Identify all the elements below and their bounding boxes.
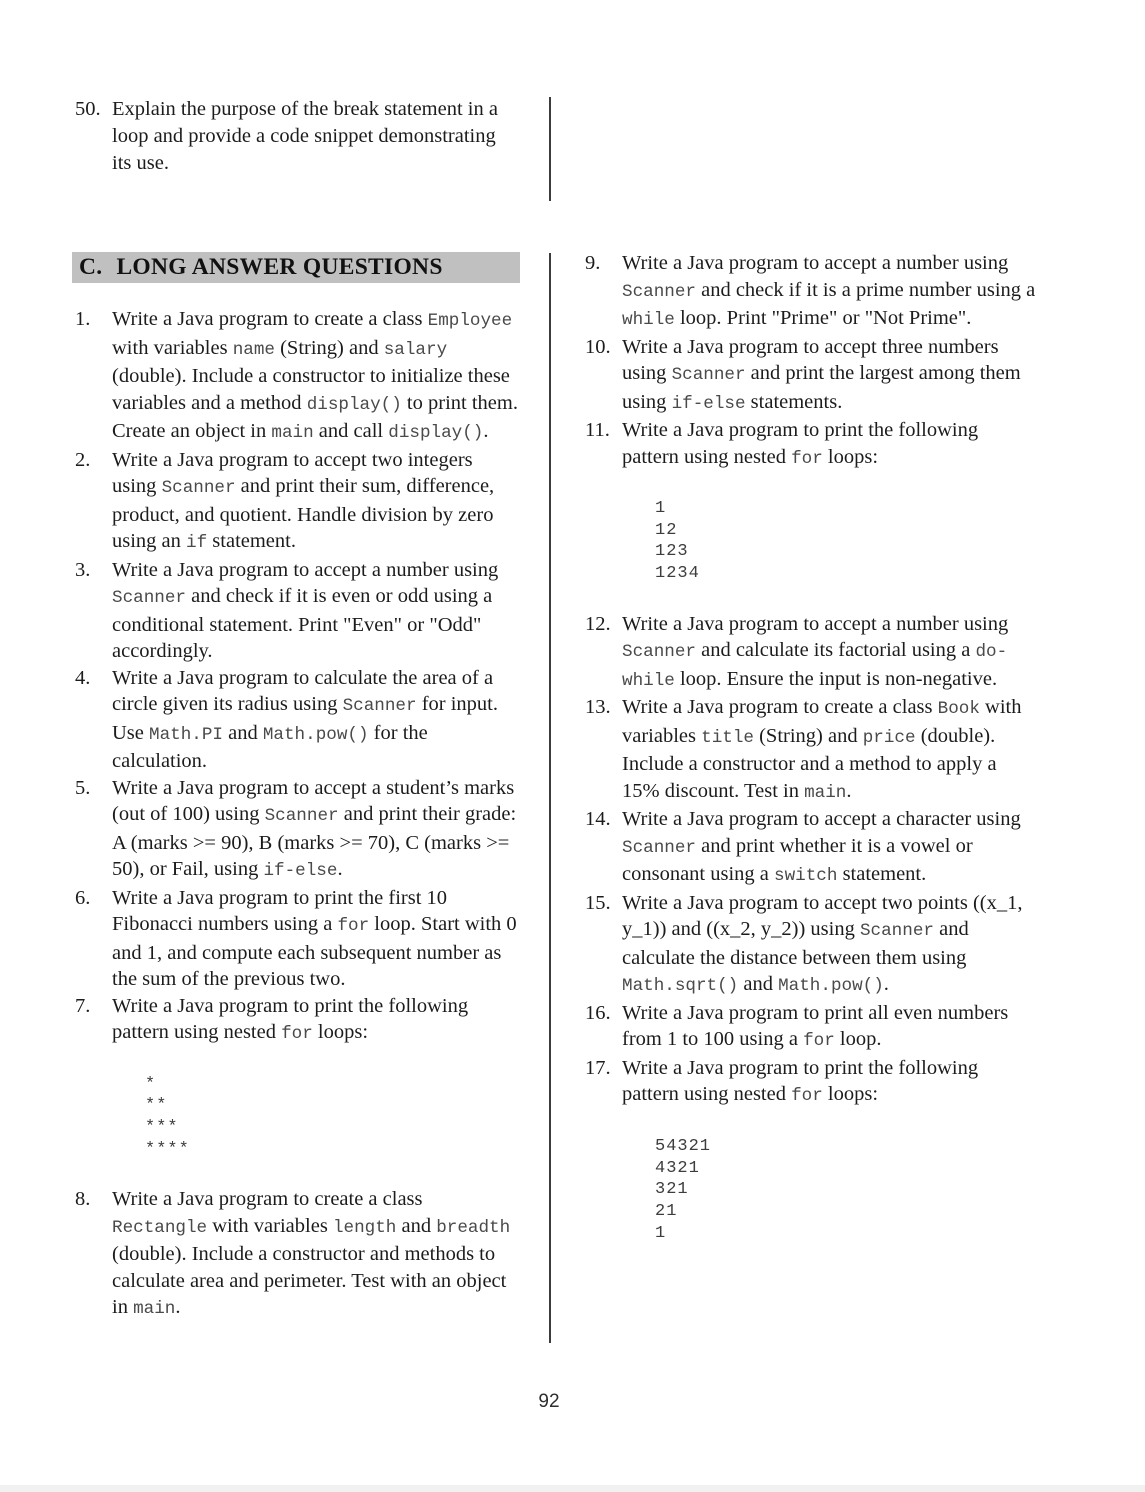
question-item	[75, 993, 521, 1048]
question-text-segment: and print their grade: A (marks >= 90), B (marks >= 70), C (marks >= 50), or Fail, using	[112, 803, 517, 880]
question-text-segment: .	[175, 1296, 181, 1319]
question-text-segment: .	[883, 973, 889, 996]
question-body	[622, 694, 1037, 806]
question-text-segment: statements.	[745, 390, 843, 413]
left-question-column	[75, 306, 521, 1323]
question-number: 10.	[585, 335, 611, 358]
question-text-segment: Write a Java program to accept two points ((x_1, y_1)) and ((x_2, y_2)) using	[622, 891, 1023, 941]
question-text-segment: and print the largest among them using	[622, 362, 1021, 413]
question-text-segment: Explain the purpose of the break statement in a loop and provide a code snippet demonstrating its use.	[112, 98, 498, 174]
question-text-segment: (String) and	[274, 336, 384, 359]
question-body	[112, 447, 521, 557]
question-text-segment: and print whether it is a vowel or consonant using a	[622, 834, 973, 886]
question-body	[112, 306, 521, 447]
inline-code: Scanner	[112, 588, 186, 608]
section-title: LONG ANSWER QUESTIONS	[116, 254, 443, 280]
question-number: 2.	[75, 448, 91, 471]
question-item	[585, 1000, 1037, 1055]
question-text-segment: (double). Include a constructor and methods to calculate area and perimeter. Test with an object in	[112, 1243, 507, 1319]
footer-bar	[0, 1485, 1145, 1492]
section-header	[72, 252, 520, 283]
question-item	[585, 334, 1037, 418]
question-body	[622, 417, 1037, 472]
question-text-segment: loop. Start with 0 and 1, and compute each subsequent number as the sum of the previous two.	[112, 913, 517, 990]
question-text-segment: loop. Ensure the input is non-negative.	[674, 667, 998, 690]
question-body	[112, 665, 521, 775]
question-number: 14.	[585, 808, 611, 831]
question-item	[75, 306, 521, 447]
question-text-segment: Write a Java program to print all even numbers from 1 to 100 using a	[622, 1001, 1009, 1051]
question-text-segment: Write a Java program to create a class	[112, 308, 428, 330]
inline-code: main	[133, 1299, 176, 1320]
code-line: **	[145, 1096, 168, 1116]
inline-code: Math.PI	[149, 724, 223, 745]
inline-code: Scanner	[622, 837, 696, 858]
question-number: 17.	[585, 1056, 611, 1079]
question-item	[585, 806, 1037, 890]
question-number: 4.	[75, 666, 91, 689]
inline-code: Scanner	[264, 806, 339, 826]
question-number: 7.	[75, 994, 91, 1017]
code-line: 54321	[655, 1136, 712, 1156]
question-item	[75, 557, 521, 665]
question-item	[75, 775, 521, 885]
question-item	[75, 1186, 521, 1323]
inline-code: length	[332, 1217, 397, 1238]
page-number: 92	[538, 1391, 560, 1412]
question-text-segment: statement.	[207, 530, 296, 552]
inline-code: Math.pow()	[262, 724, 369, 745]
question-item	[75, 665, 521, 775]
inline-code: for	[337, 916, 370, 936]
question-body	[112, 557, 521, 665]
inline-code: for	[281, 1024, 313, 1044]
question-text-segment: Write a Java program to print the following pattern using nested	[112, 994, 469, 1043]
question-item	[585, 417, 1037, 472]
inline-code: switch	[774, 866, 838, 887]
question-number: 50.	[75, 98, 101, 120]
question-item	[75, 447, 521, 557]
question-text-segment: .	[483, 420, 489, 442]
question-text-segment: Write a Java program to accept two integers using	[112, 448, 473, 497]
question-number: 9.	[585, 252, 601, 274]
inline-code: Scanner	[161, 478, 236, 498]
code-line: 4321	[655, 1158, 700, 1178]
inline-code: Scanner	[671, 365, 746, 385]
inline-code: Book	[937, 699, 980, 720]
question-text-segment: (String) and	[753, 724, 863, 747]
code-line: 123	[655, 542, 689, 562]
question-text-segment: Write a Java program to print the following pattern using nested	[622, 1056, 979, 1106]
question-text-segment: with variables	[622, 696, 1022, 747]
code-pattern	[655, 1136, 1037, 1245]
question-text-segment: for input. Use	[112, 693, 498, 744]
inline-code: Scanner	[342, 696, 417, 716]
question-text-segment: Write a Java program to accept a number using	[112, 558, 499, 581]
question-text-segment: and print their sum, difference, product, and quotient. Handle division by zero using an	[112, 475, 495, 552]
column-divider-main	[549, 253, 551, 1343]
question-text-segment: Write a Java program to accept three numbers using	[622, 335, 999, 384]
right-question-column	[585, 250, 1037, 1270]
question-body	[622, 1000, 1037, 1055]
question-number: 6.	[75, 886, 91, 909]
inline-code: if-else	[263, 861, 338, 881]
question-text-segment: Write a Java program to calculate the area of a circle given its radius using	[112, 666, 494, 715]
question-text-segment: and	[738, 973, 779, 996]
question-number: 16.	[585, 1001, 611, 1024]
question-50	[75, 96, 517, 177]
code-line: 321	[655, 1180, 689, 1200]
question-body	[112, 1186, 521, 1323]
inline-code: display()	[388, 423, 484, 443]
inline-code: while	[622, 310, 675, 330]
question-body	[622, 890, 1037, 1000]
inline-code: Rectangle	[112, 1217, 208, 1238]
inline-code: for	[791, 1086, 823, 1107]
question-body	[622, 806, 1037, 890]
code-line: *	[145, 1074, 157, 1094]
question-number: 15.	[585, 891, 611, 914]
question-number: 1.	[75, 308, 91, 330]
section-letter: C.	[79, 254, 103, 280]
question-text-segment: and	[396, 1214, 437, 1237]
inline-code: if-else	[671, 393, 746, 414]
question-text-segment: Write a Java program to print the first 10 Fibonacci numbers using a	[112, 886, 448, 935]
question-text-segment: with variables	[112, 336, 233, 359]
question-text-segment: loop. Print "Prime" or "Not Prime".	[674, 307, 972, 329]
question-text-segment: Write a Java program to accept a number using	[622, 612, 1009, 635]
question-text-segment: loop.	[834, 1028, 882, 1051]
question-body	[112, 775, 521, 885]
question-text-segment: (double). Include a constructor to initialize these variables and a method	[112, 365, 510, 414]
question-text-segment: Write a Java program to accept a character using	[622, 808, 1021, 831]
question-text-segment: and call	[313, 420, 389, 442]
code-line: 21	[655, 1201, 678, 1221]
question-text-segment: loops:	[312, 1021, 369, 1043]
question-body	[622, 1055, 1037, 1110]
question-body	[622, 611, 1037, 695]
inline-code: Math.pow()	[778, 976, 884, 997]
code-line: 1234	[655, 564, 700, 584]
question-text-segment: and check if it is even or odd using a conditional statement. Print "Even" or "Odd" accordingly.	[112, 585, 493, 662]
question-body	[112, 96, 517, 177]
question-text-segment: Write a Java program to create a class	[622, 696, 938, 719]
question-text-segment: Write a Java program to print the following pattern using nested	[622, 419, 979, 468]
question-text-segment: Write a Java program to accept a student’s marks (out of 100) using	[112, 776, 515, 825]
question-text-segment: loops:	[822, 1083, 879, 1106]
inline-code: price	[862, 727, 916, 748]
inline-code: Scanner	[859, 921, 934, 942]
inline-code: Employee	[427, 311, 513, 331]
question-text-segment: Write a Java program to accept a number using	[622, 252, 1009, 274]
code-pattern	[145, 1074, 521, 1161]
inline-code: main	[271, 423, 314, 443]
question-text-segment: and calculate the distance between them using	[622, 918, 969, 969]
inline-code: Scanner	[622, 642, 696, 663]
inline-code: breadth	[436, 1217, 511, 1238]
question-text-segment: .	[846, 779, 852, 802]
code-pattern	[655, 498, 1037, 585]
code-line: 12	[655, 520, 678, 540]
inline-code: if	[186, 533, 208, 553]
inline-code: Math.sqrt()	[622, 976, 739, 997]
code-line: 1	[655, 1223, 667, 1243]
question-text-segment: for the calculation.	[112, 721, 428, 772]
question-text-segment: .	[337, 858, 343, 880]
question-text-segment: loops:	[822, 445, 879, 468]
inline-code: Scanner	[622, 281, 696, 302]
code-line: ****	[145, 1139, 190, 1159]
question-item	[585, 611, 1037, 695]
question-number: 13.	[585, 696, 611, 719]
question-text-segment: Write a Java program to create a class	[112, 1188, 423, 1211]
inline-code: do-while	[622, 642, 1008, 691]
question-body	[622, 334, 1037, 418]
code-line: 1	[655, 499, 667, 518]
inline-code: main	[804, 782, 847, 803]
code-line: ***	[145, 1117, 179, 1137]
question-number: 8.	[75, 1188, 91, 1211]
column-divider-top	[549, 97, 551, 201]
inline-code: for	[803, 1031, 835, 1052]
question-text-segment: and calculate its factorial using a	[695, 639, 976, 662]
question-item	[75, 885, 521, 993]
inline-code: salary	[383, 339, 448, 360]
inline-code: title	[701, 727, 754, 748]
question-text-segment: (double). Include a constructor and a method to apply a 15% discount. Test in	[622, 724, 997, 802]
question-text-segment: to print them. Create an object in	[112, 391, 518, 442]
question-number: 11.	[585, 419, 610, 441]
inline-code: for	[791, 448, 823, 469]
question-item	[585, 250, 1037, 334]
question-item	[585, 890, 1037, 1000]
question-body	[622, 250, 1037, 334]
question-item	[585, 694, 1037, 806]
question-text-segment: and	[223, 721, 263, 744]
question-text-segment: with variables	[207, 1214, 333, 1237]
inline-code: name	[232, 339, 275, 360]
inline-code: display()	[306, 394, 402, 415]
question-body	[112, 885, 521, 993]
question-number: 12.	[585, 612, 611, 635]
question-number: 3.	[75, 558, 91, 581]
question-body	[112, 993, 521, 1048]
question-text-segment: statement.	[837, 863, 927, 886]
question-number: 5.	[75, 776, 91, 799]
question-text-segment: and check if it is a prime number using a	[695, 278, 1036, 301]
question-item	[585, 1055, 1037, 1110]
